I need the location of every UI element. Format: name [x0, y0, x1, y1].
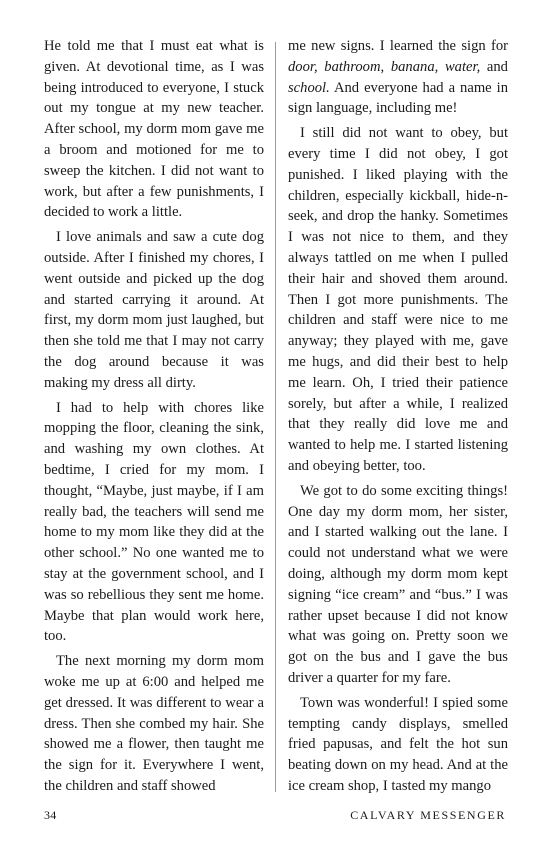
paragraph: He told me that I must eat what is given. At devotional time, as I was being introduced to everyone, I stuck out my tongue at my new teacher. After school, my dorm mom gave me a broom and motioned for me to sweep the kitchen. I did not want to work, but after a few punishments, I decided to work a little. [44, 38, 264, 221]
paragraph: The next morning my dorm mom woke me up at 6:00 and helped me get dressed. It was different to wear a dress. Then she combed my hair. She showed me a flower, then taught me the sign for it. Everywhere I went, the children and staff showed [44, 653, 264, 794]
left-column [44, 36, 264, 801]
text-run: me new signs. I learned the sign for [288, 38, 508, 54]
right-column [288, 36, 508, 801]
paragraph: I love animals and saw a cute dog outside. After I finished my chores, I went outside and picked up the dog and started carrying it around. At first, my dorm mom just laughed, but then she told me that I may not carry the dog around because it was making my dress all dirty. [44, 229, 264, 391]
page-number: 34 [44, 808, 57, 822]
paragraph: Town was wonderful! I spied some tempting candy displays, smelled fried papusas, and felt the hot sun beating down on my head. And at the ice cream shop, I tasted my mango [288, 694, 508, 794]
italic-text: door, bathroom, banana, water, [288, 58, 481, 75]
text-run: And everyone had a name in sign language, including me! [288, 79, 508, 117]
paragraph [288, 36, 508, 119]
paragraph: I had to help with chores like mopping the floor, cleaning the sink, and washing my own clothes. At bedtime, I cried for my mom. I thought, “Maybe, just maybe, if I am really bad, the teachers will send me home to my mom like they did at the other school.” No one wanted me to stay at the government school, and I was so rebellious they sent me home. Maybe that plan would work here, too. [44, 399, 264, 645]
paragraph: I still did not want to obey, but every time I did not obey, I got punished. I liked playing with the children, especially kickball, hide-n-seek, and drop the hanky. Sometimes I was not nice to them, and they always tattled on me when I pulled their hair and shoved them around. Then I got more punishments. The children and staff were nice to me anyway; they played with me, gave me hugs, and did their best to help me learn. Oh, I tried their patience sorely, but after a while, I realized that they really did love me and wanted to help me. I started listening and obeying better, too. [288, 125, 508, 474]
text-run: and [480, 58, 508, 75]
paragraph: We got to do some exciting things! One day my dorm mom, her sister, and I started walking out the lane. I could not understand what we were doing, although my dorm mom kept signing “ice cream” and “bus.” I was rather upset because I did not know what was going on. Pretty soon we got on the bus and I gave the bus driver a quarter for my fare. [288, 482, 508, 686]
column-divider [275, 42, 276, 792]
italic-text: school. [288, 79, 330, 96]
running-footer-title: CALVARY MESSENGER [350, 808, 506, 822]
